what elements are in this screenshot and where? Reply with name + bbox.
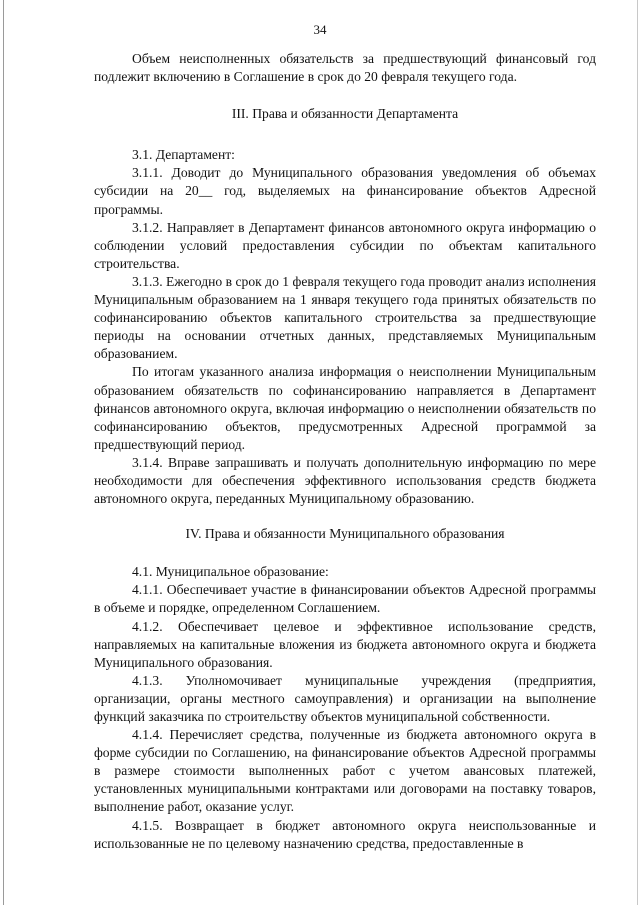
clause-4-1-1: 4.1.1. Обеспечивает участие в финансировании объектов Адресной программы в объеме и порядке, определенном Соглашением.	[94, 582, 596, 616]
clause-3-1-3-continuation: По итогам указанного анализа информация о неисполнении Муниципальным образованием обязательств по софинансированию направляется в Департамент финансов автономного округа, включая информацию о неисполнении обязательств по софинансированию объектов, предусмотренных Адресной программой за предшествующий период.	[94, 364, 596, 452]
document-body	[94, 50, 596, 853]
clause-3-1-2: 3.1.2. Направляет в Департамент финансов автономного округа информацию о соблюдении условий предоставления субсидии по объектам капитального строительства.	[94, 219, 596, 271]
clause-4-1-4: 4.1.4. Перечисляет средства, полученные из бюджета автономного округа в форме субсидии по Соглашению, на финансирование объектов Адресной программы в размере стоимости выполненных работ с учетом авансовых платежей, установленных муниципальными контрактами или договорами на поставку товаров, выполнение работ, оказание услуг.	[94, 727, 596, 815]
section-4-lead: 4.1. Муниципальное образование:	[132, 564, 329, 580]
clause-3-1-4: 3.1.4. Вправе запрашивать и получать дополнительную информацию по мере необходимости для обеспечения эффективного использования средств бюджета автономного округа, переданных Муниципальному образованию.	[94, 454, 596, 507]
page-number: 34	[313, 22, 327, 37]
intro-paragraph: Объем неисполненных обязательств за предшествующий финансовый год подлежит включению в Соглашение в срок до 20 февраля текущего года.	[94, 51, 596, 85]
scan-edge-left	[3, 0, 4, 905]
section-4-heading: IV. Права и обязанности Муниципального образования	[185, 526, 505, 542]
clause-3-1-3: 3.1.3. Ежегодно в срок до 1 февраля текущего года проводит анализ исполнения Муниципальным образованием на 1 января текущего года принятых обязательств по софинансированию объектов капитального строительства за предшествующие периоды на основании отчетных данных, представляемых Муниципальным образованием.	[94, 273, 596, 362]
clause-4-1-2: 4.1.2. Обеспечивает целевое и эффективное использование средств, направляемых на капитальные вложения из бюджета автономного округа и бюджета Муниципального образования.	[94, 618, 596, 670]
clause-4-1-5: 4.1.5. Возвращает в бюджет автономного округа неиспользованные и использованные не по целевому назначению средства, предоставленные в	[94, 817, 596, 851]
clause-3-1-1: 3.1.1. Доводит до Муниципального образования уведомления об объемах субсидии на 20__ год, выделяемых на финансирование объектов Адресной программы.	[94, 165, 596, 217]
section-3-heading: III. Права и обязанности Департамента	[231, 106, 459, 122]
scan-edge-right	[637, 0, 638, 905]
clause-4-1-3: 4.1.3. Уполномочивает муниципальные учреждения (предприятия, организации, органы местного самоуправления) и организации на выполнение функций заказчика по строительству объектов муниципальной собственности.	[94, 672, 596, 724]
section-3-lead: 3.1. Департамент:	[132, 147, 235, 163]
